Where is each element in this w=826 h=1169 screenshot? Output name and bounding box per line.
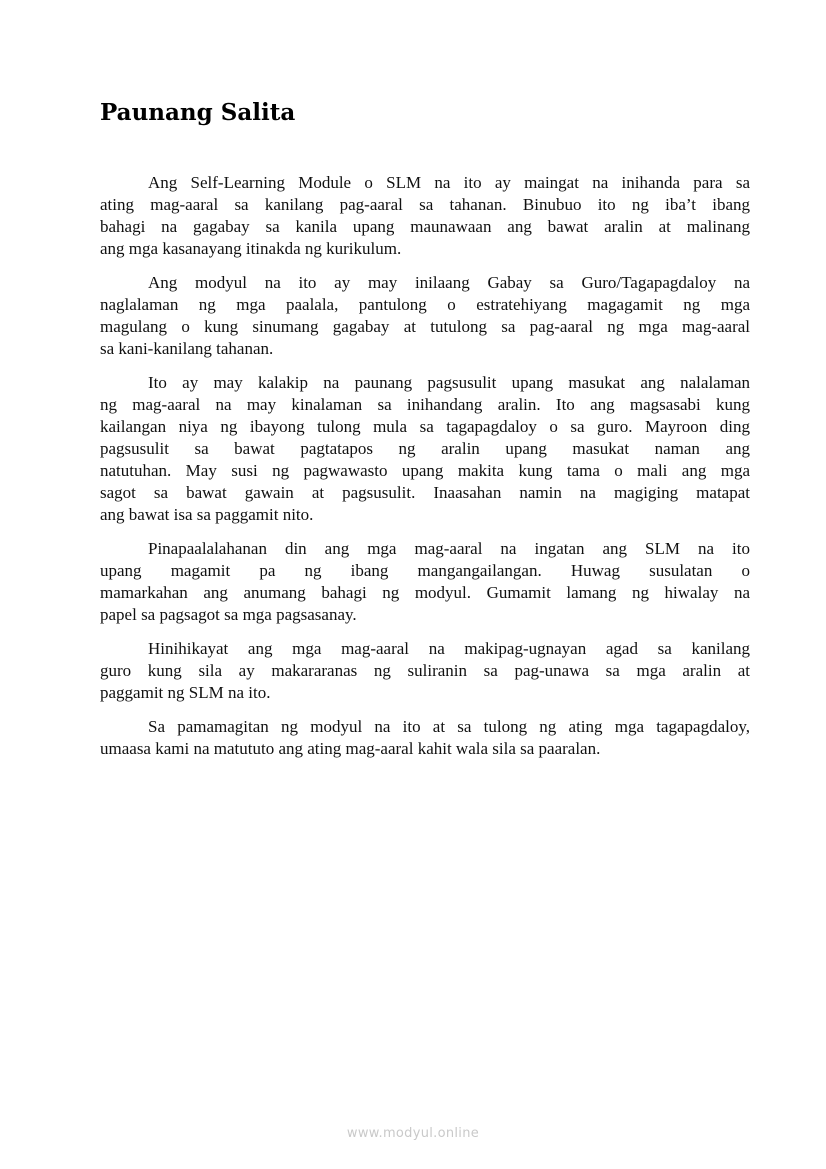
paragraph-line: Pinapaalalahanan din ang mga mag-aaral na ingatan ang SLM na ito xyxy=(148,539,750,558)
paragraph-line: naglalaman ng mga paalala, pantulong o estratehiyang magagamit ng mga xyxy=(100,295,750,314)
paragraph-line: paggamit ng SLM na ito. xyxy=(100,683,271,702)
paragraph-line: mamarkahan ang anumang bahagi ng modyul. Gumamit lamang ng hiwalay na xyxy=(100,583,750,602)
paragraph-line: upang magamit pa ng ibang mangangailangan. Huwag susulatan o xyxy=(100,561,750,580)
paragraph-line: ng mag-aaral na may kinalaman sa inihandang aralin. Ito ang magsasabi kung xyxy=(100,395,750,414)
paragraph-line: bahagi na gagabay sa kanila upang maunawaan ang bawat aralin at malinang xyxy=(100,217,750,236)
paragraph-line: Hinihikayat ang mga mag-aaral na makipag-ugnayan agad sa kanilang xyxy=(148,639,750,658)
paragraph-line: Ang Self-Learning Module o SLM na ito ay maingat na inihanda para sa xyxy=(148,173,750,192)
paragraph-line: pagsusulit sa bawat pagtatapos ng aralin upang masukat naman ang xyxy=(100,439,750,458)
paragraph-line: kailangan niya ng ibayong tulong mula sa tagapagdaloy o sa guro. Mayroon ding xyxy=(100,417,750,436)
footer-watermark: www.modyul.online xyxy=(346,1126,480,1141)
page-title: Paunang Salita xyxy=(100,99,296,126)
paragraph xyxy=(100,272,750,360)
paragraph-line: ang bawat isa sa paggamit nito. xyxy=(100,505,314,524)
paragraph-line: Ito ay may kalakip na paunang pagsusulit upang masukat ang nalalaman xyxy=(148,373,750,392)
paragraph xyxy=(100,716,750,760)
paragraph-line: Sa pamamagitan ng modyul na ito at sa tulong ng ating mga tagapagdaloy, xyxy=(148,717,750,736)
paragraph-line: umaasa kami na matututo ang ating mag-aaral kahit wala sila sa paaralan. xyxy=(100,739,601,758)
paragraph xyxy=(100,172,750,260)
paragraph-line: sa kani-kanilang tahanan. xyxy=(100,339,274,358)
paragraph-line: papel sa pagsagot sa mga pagsasanay. xyxy=(100,605,357,624)
paragraph-line: magulang o kung sinumang gagabay at tutulong sa pag-aaral ng mga mag-aaral xyxy=(100,317,750,336)
paragraph-line: natutuhan. May susi ng pagwawasto upang makita kung tama o mali ang mga xyxy=(100,461,750,480)
paragraph-line: Ang modyul na ito ay may inilaang Gabay sa Guro/Tagapagdaloy na xyxy=(148,273,750,292)
paragraph-line: ang mga kasanayang itinakda ng kurikulum. xyxy=(100,239,402,258)
paragraph xyxy=(100,372,750,526)
paragraph-line: guro kung sila ay makararanas ng suliranin sa pag-unawa sa mga aralin at xyxy=(100,661,750,680)
document-body xyxy=(100,172,750,772)
paragraph-line: sagot sa bawat gawain at pagsusulit. Inaasahan namin na magiging matapat xyxy=(100,483,750,502)
paragraph xyxy=(100,638,750,704)
paragraph xyxy=(100,538,750,626)
paragraph-line: ating mag-aaral sa kanilang pag-aaral sa tahanan. Binubuo ito ng iba’t ibang xyxy=(100,195,750,214)
